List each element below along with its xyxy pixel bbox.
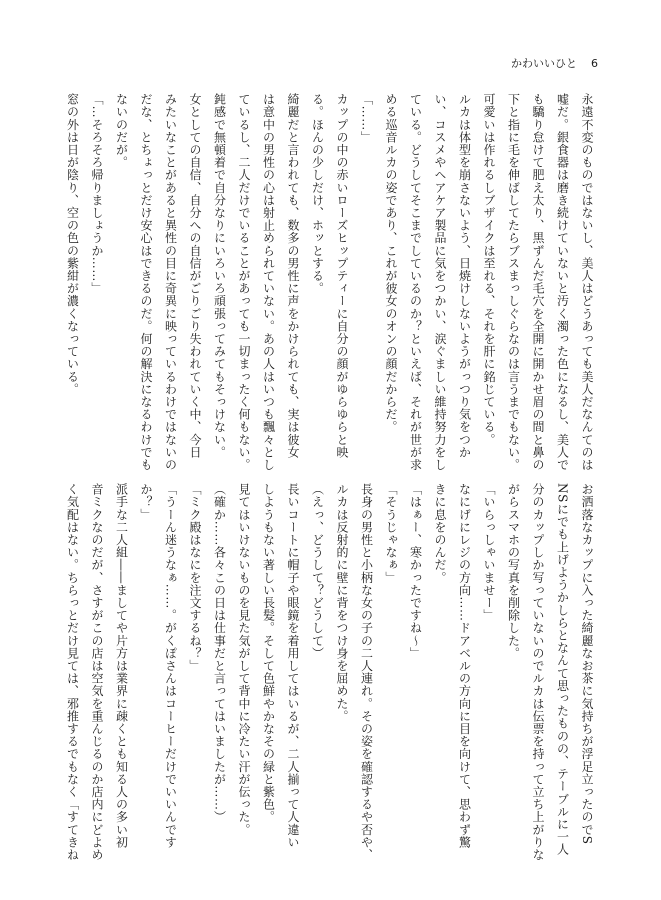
page-number: 6: [591, 57, 598, 70]
text-line: （確か……各々この日は仕事だと言ってはいましたが……）: [212, 483, 227, 824]
text-line: める巡音ルカの姿であり、これが彼女のオンの顔だからだ。: [384, 93, 398, 434]
text-line: 窓の外は日が陰り、空の色の紫紺が濃くなっている。: [65, 93, 80, 396]
text-line: 鈍感で無頓着で自分なりにいろいろ頑張ってみてもそっけない。: [212, 93, 227, 459]
text-line: る。ほんの少しだけ、ホッとする。: [310, 93, 325, 295]
text-block-lower: [60, 483, 599, 861]
text-line: 派手な二人組――ましてや片方は業界に疎くとも知る人の多い初: [114, 483, 129, 849]
text-line: 「うーん迷うなぁ……。がくぽさんはコーヒーだけでいいんです: [163, 483, 178, 849]
text-line: きに息をのんだ。: [433, 483, 447, 584]
text-line: 女としての自信、自分への自信がごりごり失われていく中、今日: [188, 93, 202, 459]
text-line: 音ミクなのだが、さすがこの店は空気を重んじるのか店内にどよめ: [90, 483, 104, 861]
page-header: [511, 55, 598, 71]
text-line: みたいなことがあると異性の目に奇異に映っているわけではないの: [163, 93, 178, 471]
text-line: も驕り怠けて肥え太り、黒ずんだ毛穴を全開に開かせ眉の間と鼻の: [531, 93, 545, 471]
text-line: ルカは反射的に壁に背をつけ身を屈めた。: [335, 483, 349, 723]
text-line: 「そうじゃなぁ」: [384, 483, 398, 584]
text-line: 分のカップしか写っていないのでルカは伝票を持って立ち上がりな: [531, 483, 545, 861]
text-line: ているし、二人だけでいることがあっても一切まったく何もない。: [237, 93, 251, 471]
text-line: カップの中の赤いローズヒップティーに自分の顔がゆらゆらと映: [335, 93, 349, 459]
text-line: く気配はない。ちらっとだけ見ては、邪推するでもなく「すてきね: [65, 483, 80, 861]
text-line: 「…そろそろ帰りましょうか……」: [90, 93, 104, 295]
text-line: 見てはいけないものを見た気がして背中に冷たい汗が伝った。: [237, 483, 251, 836]
running-title: かわいいひと: [511, 57, 577, 70]
text-line: は意中の男性の心は射止められていない。あの人はいつも飄々とし: [261, 93, 276, 471]
text-line: 「いらっしゃいませー」: [482, 483, 496, 622]
text-line: 長いコートに帽子や眼鏡を着用してはいるが、二人揃って人違い: [286, 483, 300, 849]
text-line: い、コスメやヘアケア製品に気をつかい、涙ぐましい維持努力をし: [433, 93, 447, 471]
text-line: しようもない著しい長髪。そして色鮮やかなその緑と紫色。: [261, 483, 276, 824]
text-line: だな、とちょっとだけ安心はできるのだ。何の解決になるわけでも: [139, 93, 153, 471]
text-line: か？」: [139, 483, 153, 521]
text-line: 綺麗だと言われても、数多の男性に声をかけられても、実は彼女: [286, 93, 300, 459]
text-line: 「はぁー、寒かったですね～」: [408, 483, 423, 660]
text-line: 永遠不変のものではないし、美人はどうあっても美人だなんてのは: [580, 93, 594, 471]
text-line: 嘘だ。銀食器は磨き続けていないと汚く濁った色になるし、美人で: [555, 93, 570, 471]
text-line: 長身の男性と小柄な女の子の二人連れ。その姿を確認するや否や、: [359, 483, 374, 861]
text-line: がらスマホの写真を削除した。: [506, 483, 521, 660]
text-line: （えっ、どうして？どうして）: [310, 483, 325, 660]
text-line: なにげにレジの方向……ドアベルの方向に目を向けて、思わず驚: [457, 483, 472, 849]
text-line: ルカは体型を崩さないよう、日焼けしないようがっつり気をつか: [457, 93, 472, 459]
text-line: ないのだが。: [114, 93, 129, 169]
text-block-upper: [60, 93, 599, 471]
text-line: NSにでも上げようかしらとなんて思ったものの、テーブルに一人: [555, 483, 570, 856]
text-line: 「ミク殿はなにを注文するね？」: [188, 483, 202, 672]
text-line: ている。どうしてそこまでしているのか？といえば、それが世が求: [408, 93, 423, 471]
text-line: 下と指に毛を伸ばしてたらブスまっしぐらなのは言うまでもない。: [506, 93, 521, 471]
text-line: 「……」: [359, 93, 374, 144]
text-line: お洒落なカップに入った綺麗なお茶に気持ちが浮足立ったのでS: [580, 483, 594, 845]
text-line: 可愛いは作れるしブザイクは至れる、それを肝に銘じている。: [482, 93, 496, 446]
